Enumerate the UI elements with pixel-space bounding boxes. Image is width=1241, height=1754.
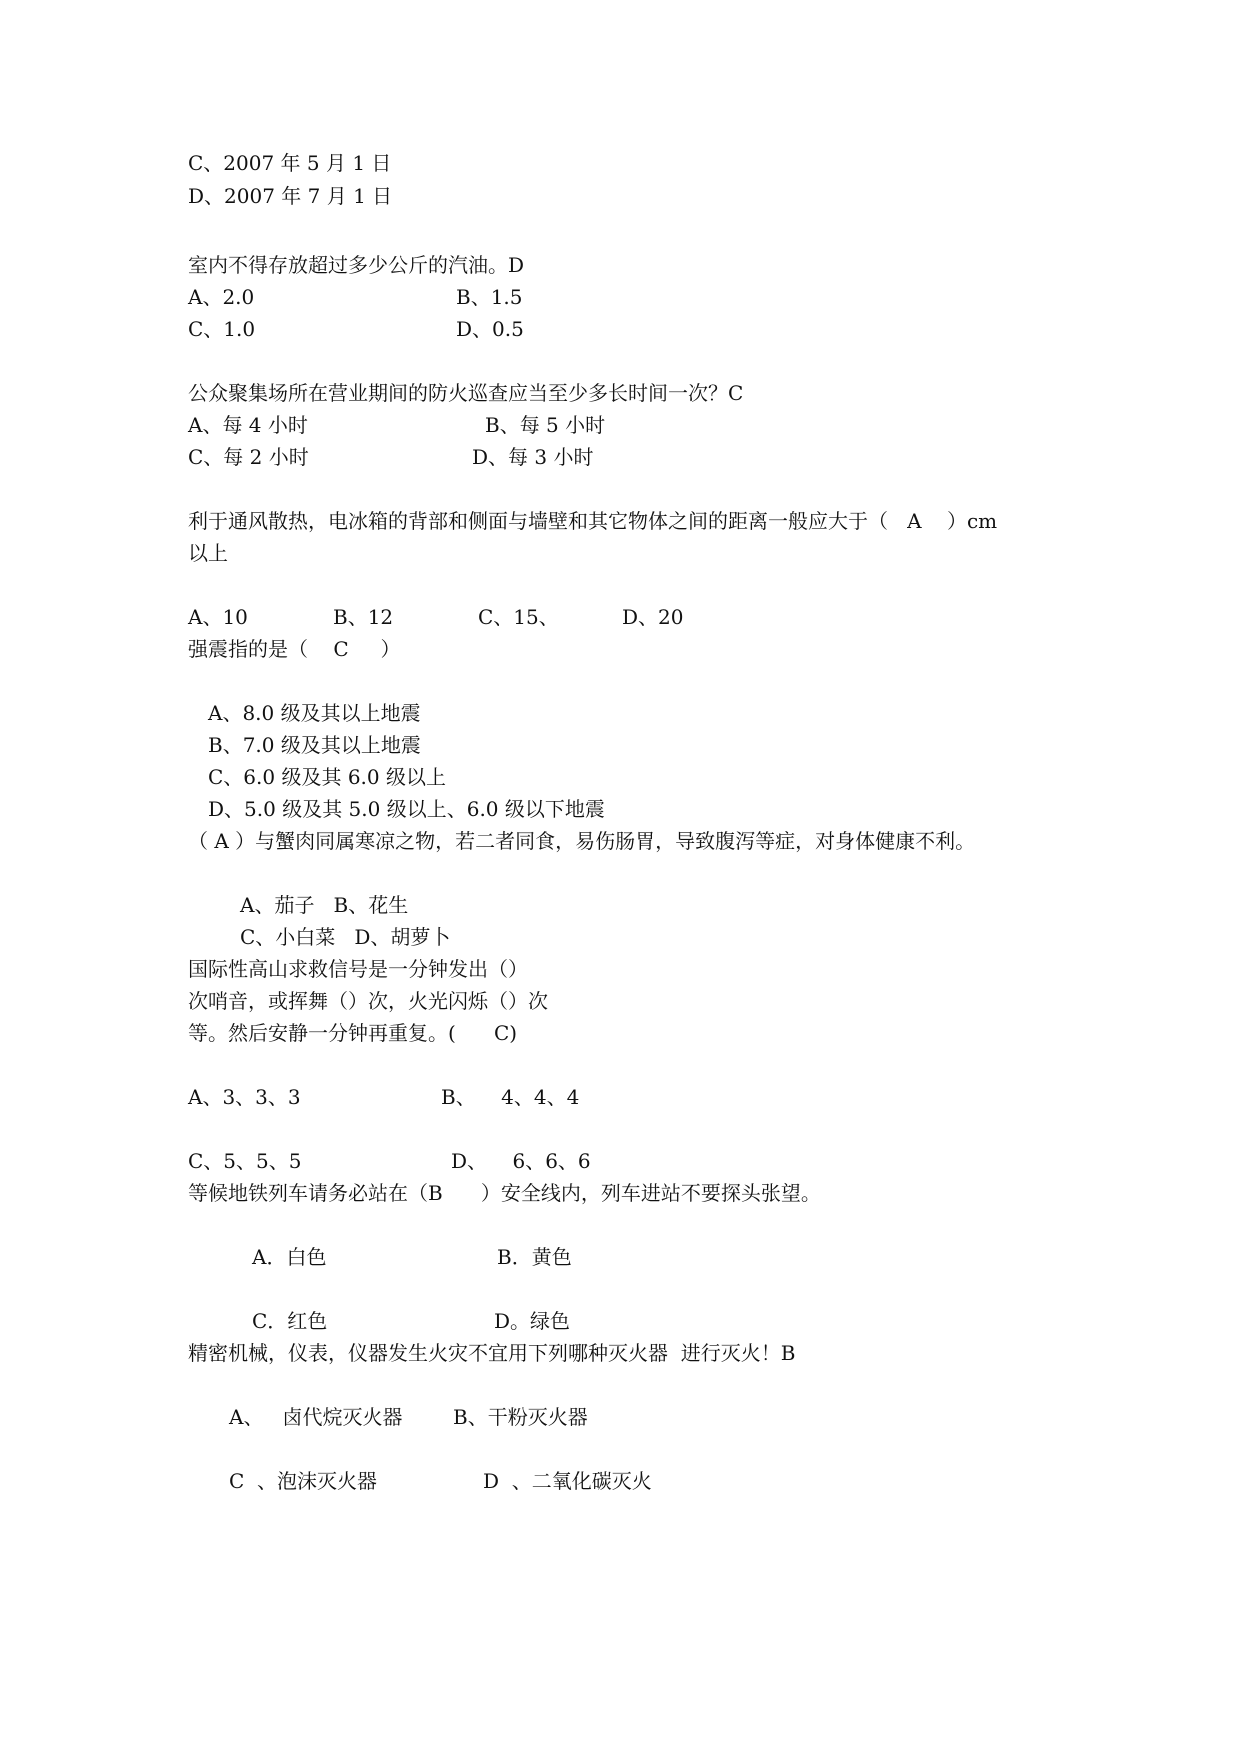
option-a: A、8.0 级及其以上地震: [208, 701, 421, 725]
option-a: A．白色: [252, 1245, 327, 1269]
question-crab: （ A ）与蟹肉同属寒凉之物，若二者同食，易伤肠胃，导致腹泻等症，对身体健康不利。: [188, 829, 976, 853]
option-c: C、2007 年 5 月 1 日: [188, 151, 392, 175]
question-mountain-line3: 等。然后安静一分钟再重复。( C): [188, 1021, 518, 1045]
option-b: B、7.0 级及其以上地震: [208, 733, 421, 757]
option-a: A、2.0: [188, 285, 255, 309]
option-b: B．黄色: [497, 1245, 572, 1269]
option-d: D、 6、6、6: [451, 1149, 591, 1173]
option-b: B、每 5 小时: [485, 413, 606, 437]
option-b: B、干粉灭火器: [453, 1405, 588, 1429]
option-b: B、12: [333, 605, 394, 629]
option-c: C、15、: [478, 605, 559, 629]
option-d: D、每 3 小时: [472, 445, 594, 469]
option-a: A、每 4 小时: [188, 413, 308, 437]
option-b: B、1.5: [456, 285, 523, 309]
question-quake: 强震指的是（ C ）: [188, 637, 401, 661]
question-mountain-line2: 次哨音，或挥舞（）次，火光闪烁（）次: [188, 989, 548, 1013]
question-fridge-line2: 以上: [188, 541, 228, 565]
option-c: C、每 2 小时: [188, 445, 309, 469]
question-mountain-line1: 国际性高山求救信号是一分钟发出（）: [188, 957, 528, 981]
option-d: D、2007 年 7 月 1 日: [188, 184, 393, 208]
options-ab: A、茄子 B、花生: [240, 893, 409, 917]
question-subway: 等候地铁列车请务必站在（B ）安全线内，列车进站不要探头张望。: [188, 1181, 821, 1205]
option-d: D。绿色: [494, 1309, 571, 1333]
option-a: A、10: [188, 605, 248, 629]
question-fridge-line1: 利于通风散热，电冰箱的背部和侧面与墙壁和其它物体之间的距离一般应大于（ A ）cm: [188, 509, 998, 533]
option-b: B、 4、4、4: [441, 1085, 580, 1109]
option-c: C、1.0: [188, 317, 256, 341]
option-c: C、6.0 级及其 6.0 级以上: [208, 765, 446, 789]
option-a: A、 卤代烷灭火器: [229, 1405, 403, 1429]
option-a: A、3、3、3: [188, 1085, 301, 1109]
option-d: D、20: [622, 605, 684, 629]
option-c: C．红色: [252, 1309, 328, 1333]
options-cd: C、小白菜 D、胡萝卜: [240, 925, 451, 949]
question-patrol: 公众聚集场所在营业期间的防火巡查应当至少多长时间一次？C: [188, 381, 744, 405]
question-precision: 精密机械，仪表，仪器发生火灾不宜用下列哪种灭火器 进行灭火！B: [188, 1341, 796, 1365]
question-gasoline: 室内不得存放超过多少公斤的汽油。D: [188, 253, 525, 277]
option-d: D 、二氧化碳灭火: [483, 1469, 652, 1493]
option-c: C、5、5、5: [188, 1149, 302, 1173]
option-d: D、0.5: [456, 317, 524, 341]
option-d: D、5.0 级及其 5.0 级以上、6.0 级以下地震: [208, 797, 605, 821]
option-c: C 、泡沫灭火器: [229, 1469, 378, 1493]
